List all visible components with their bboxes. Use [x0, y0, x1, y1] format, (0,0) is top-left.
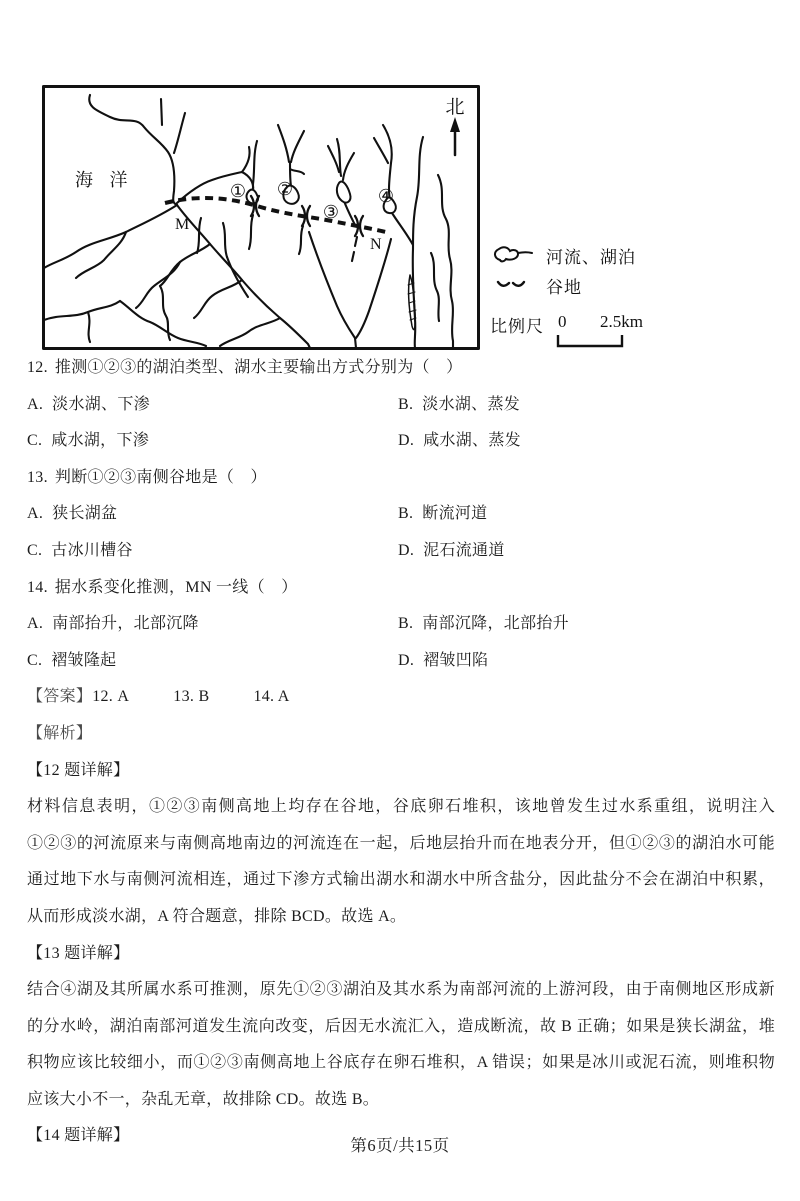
- lake-marker-2: ②: [276, 179, 294, 199]
- lake-3: [337, 182, 351, 203]
- analysis-header: 【解析】: [27, 724, 93, 742]
- answer-item-13: 13. B: [173, 688, 210, 706]
- valley-icon: [490, 278, 534, 292]
- answer-header: 【答案】: [27, 688, 93, 706]
- question-13-stem: 13. 判断①②③南侧谷地是（ ）: [27, 468, 267, 486]
- north-arrow-icon: [450, 117, 460, 132]
- legend-river-lake-row: [490, 242, 690, 268]
- lake-marker-4: ④: [377, 186, 395, 206]
- answer-item-12: 12. A: [92, 688, 130, 706]
- question-12-option-d: D. 咸水湖、蒸发: [398, 432, 521, 450]
- question-12-stem: 12. 推测①②③的湖泊类型、湖水主要输出方式分别为（ ）: [27, 359, 463, 376]
- gorge-feature: [408, 275, 416, 330]
- point-m-label: M: [175, 216, 190, 233]
- ocean-label: 海 洋: [75, 170, 134, 190]
- analysis-12-body: 材料信息表明，①②③南侧高地上均存在谷地，谷底卵石堆积，该地曾发生过水系重组，说明注入①②③的河流原来与南侧高地南边的河流连在一起，后地层抬升而在地表分开，但①②③的湖泊水可能通过地下水与南侧河流相连，通过下渗方式输出湖水和湖水中所含盐分，因此盐分不会在湖泊中积累，从而形成淡水湖，A 符合题意，排除 BCD。故选 A。: [27, 798, 775, 925]
- mn-dashed-line: [165, 198, 386, 232]
- page-footer: 第6页/共15页: [350, 1136, 450, 1155]
- question-13-option-a: A. 狭长湖盆: [27, 505, 118, 523]
- question-13-options: [27, 496, 775, 569]
- scale-bar: [490, 310, 690, 352]
- question-12-number: 12.: [27, 359, 48, 376]
- scale-bracket-icon: [556, 334, 626, 348]
- point-n-label: N: [370, 236, 382, 253]
- question-14-option-a: A. 南部抬升，北部沉降: [27, 615, 199, 633]
- question-14-options: [27, 606, 775, 679]
- analysis-14-title: 【14 题详解】: [27, 1127, 130, 1145]
- legend-valley-row: [490, 272, 690, 298]
- analysis-12-title: 【12 题详解】: [27, 761, 130, 779]
- legend-valley-label: 谷地: [546, 277, 582, 297]
- lakes: [247, 182, 396, 214]
- question-12-options: [27, 387, 775, 460]
- question-14-option-b: B. 南部沉降，北部抬升: [398, 615, 569, 633]
- map-figure: [42, 85, 480, 350]
- question-12-option-c: C. 咸水湖，下渗: [27, 432, 150, 450]
- question-12-option-b: B. 淡水湖、蒸发: [398, 395, 521, 413]
- question-area: [27, 350, 775, 1155]
- legend-river-lake-label: 河流、湖泊: [546, 247, 636, 267]
- map-legend: [490, 242, 690, 352]
- analysis-13-title: 【13 题详解】: [27, 944, 130, 962]
- question-14-number: 14.: [27, 578, 48, 596]
- lake-marker-3: ③: [322, 202, 340, 222]
- scale-distance-label: 2.5km: [600, 312, 643, 331]
- analysis-13-body: 结合④湖及其所属水系可推测，原先①②③湖泊及其水系为南部河流的上游河段，由于南侧地区形成新的分水岭，湖泊南部河道发生流向改变，后因无水流汇入，造成断流，故 B 正确；如果是狭长湖盆，堆积物应该比较细小，而①②③南侧高地上谷底存在卵石堆积，A 错误；如果是冰川或泥石流，则堆积物应该大小不一，杂乱无章，故排除 CD。故选 B。: [27, 981, 775, 1108]
- scale-zero-label: 0: [558, 312, 567, 331]
- map-svg: [42, 85, 480, 350]
- answer-line: [27, 679, 775, 716]
- answer-item-14: 14. A: [253, 688, 290, 706]
- scale-label: 比例尺: [490, 317, 544, 336]
- lake-marker-1: ①: [229, 181, 247, 201]
- question-13-option-c: C. 古冰川槽谷: [27, 541, 133, 559]
- question-14-option-c: C. 褶皱隆起: [27, 651, 117, 669]
- question-12-option-a: A. 淡水湖、下渗: [27, 395, 150, 413]
- river-lake-icon: [490, 244, 534, 266]
- question-13-number: 13.: [27, 468, 48, 486]
- north-label: 北: [445, 97, 465, 118]
- question-14-stem: 14. 据水系变化推测，MN 一线（ ）: [27, 578, 298, 596]
- question-13-option-b: B. 断流河道: [398, 505, 488, 523]
- river-network: [44, 95, 453, 348]
- north-indicator: [445, 96, 464, 155]
- question-13-option-d: D. 泥石流通道: [398, 541, 505, 559]
- question-14-option-d: D. 褶皱凹陷: [398, 651, 489, 669]
